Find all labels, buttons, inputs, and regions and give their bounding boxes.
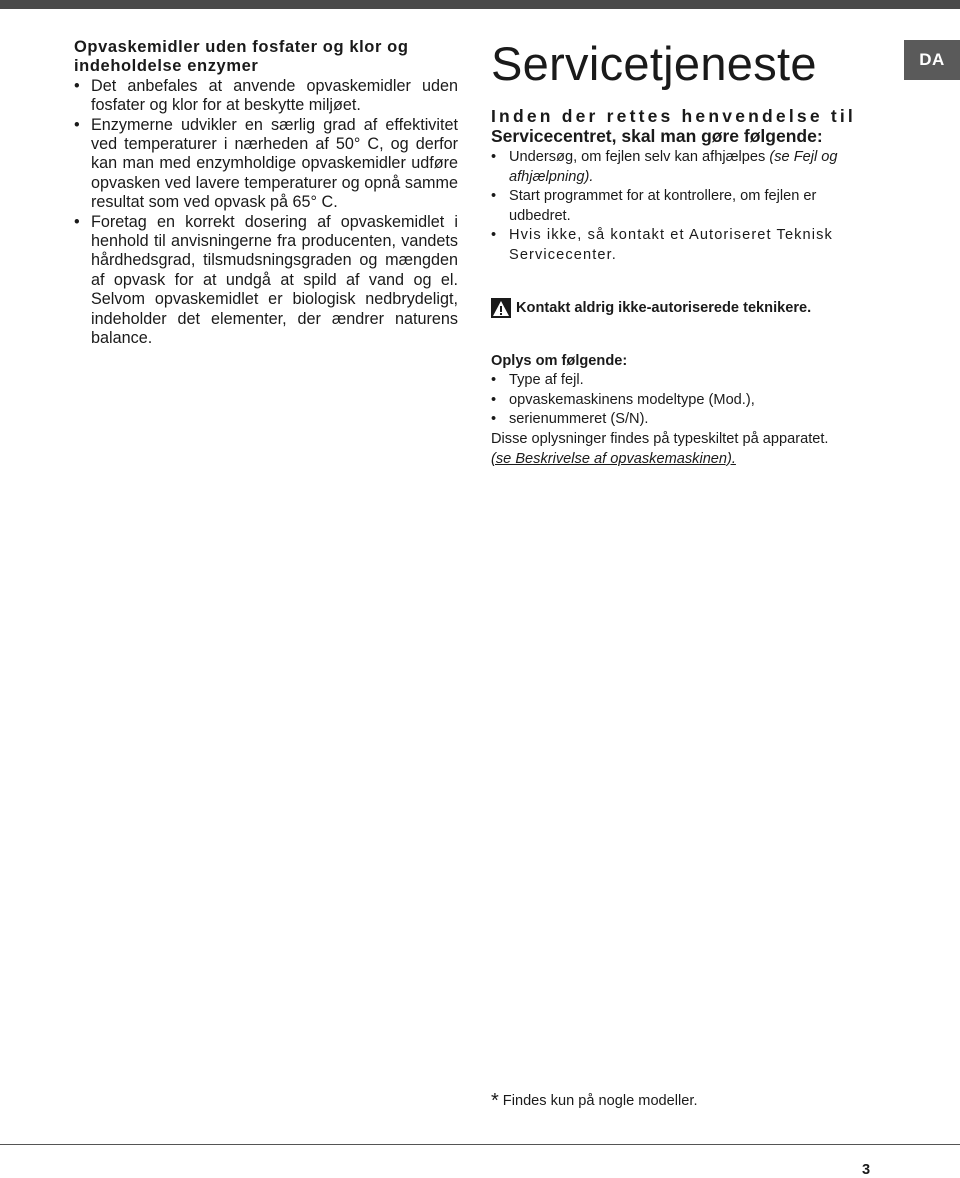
left-bullet-3: • Foretag en korrekt dosering af opvaskemidlet i henhold til anvisningerne fra producenten, vandets hårdhedsgrad, tilsmudsningsgraden og mængden af opvask for at undgå at spild af vand og el. Selvom opvaskemidlet er biologisk nedbrydeligt, indeholder det elementer, der ændrer naturens balance. <box>74 213 458 349</box>
info-reference: (se Beskrivelse af opvaskemaskinen). <box>491 450 736 467</box>
info-item-1: • Type af fejl. <box>491 371 875 391</box>
step-1-text: Undersøg, om fejlen selv kan afhjælpes <box>509 149 770 165</box>
intro-line-1: Inden der rettes henvendelse til <box>491 106 856 126</box>
left-heading: Opvaskemidler uden fosfater og klor og indeholdelse enzymer <box>74 38 409 76</box>
info-note: Disse oplysninger findes på typeskiltet på apparatet. <box>491 430 829 447</box>
intro-line-2: Servicecentret, skal man gøre følgende: <box>491 126 823 146</box>
footnote-text: Findes kun på nogle modeller. <box>502 1093 698 1109</box>
info-list <box>491 371 875 430</box>
step-2: • Start programmet for at kontrollere, om fejlen er udbedret. <box>491 187 875 226</box>
info-title: Oplys om følgende: <box>491 352 628 369</box>
step-1-reference: (se Fejl og afhjælpning). <box>509 149 838 185</box>
top-bar <box>0 0 960 9</box>
warning-notice <box>491 298 875 318</box>
section-title: Servicetjeneste <box>491 37 817 90</box>
step-3: • Hvis ikke, så kontakt et Autoriseret Teknisk Servicecenter. <box>491 226 875 265</box>
footnote-star: * <box>491 1090 499 1112</box>
page-number: 3 <box>862 1162 871 1178</box>
bottom-rule <box>0 1144 960 1145</box>
warning-text: Kontakt aldrig ikke-autoriserede teknikere. <box>516 299 812 316</box>
footnote <box>491 1090 698 1113</box>
left-column <box>74 38 458 349</box>
info-item-2: • opvaskemaskinens modeltype (Mod.), <box>491 391 875 411</box>
step-1 <box>491 148 875 187</box>
info-item-3: • serienummeret (S/N). <box>491 410 875 430</box>
right-column <box>491 36 875 469</box>
language-tab: DA <box>904 40 960 80</box>
left-bullet-2: • Enzymerne udvikler en særlig grad af effektivitet ved temperaturer i nærheden af 50° C, og derfor kan man med enzymholdige opvaskemidler udføre opvasken ved lavere temperaturer og opnå samme resultat som ved opvask på 65° C. <box>74 116 458 213</box>
steps-list <box>491 148 875 266</box>
warning-triangle-icon <box>491 298 511 318</box>
left-bullet-1: • Det anbefales at anvende opvaskemidler uden fosfater og klor for at beskytte miljøet. <box>74 77 458 116</box>
